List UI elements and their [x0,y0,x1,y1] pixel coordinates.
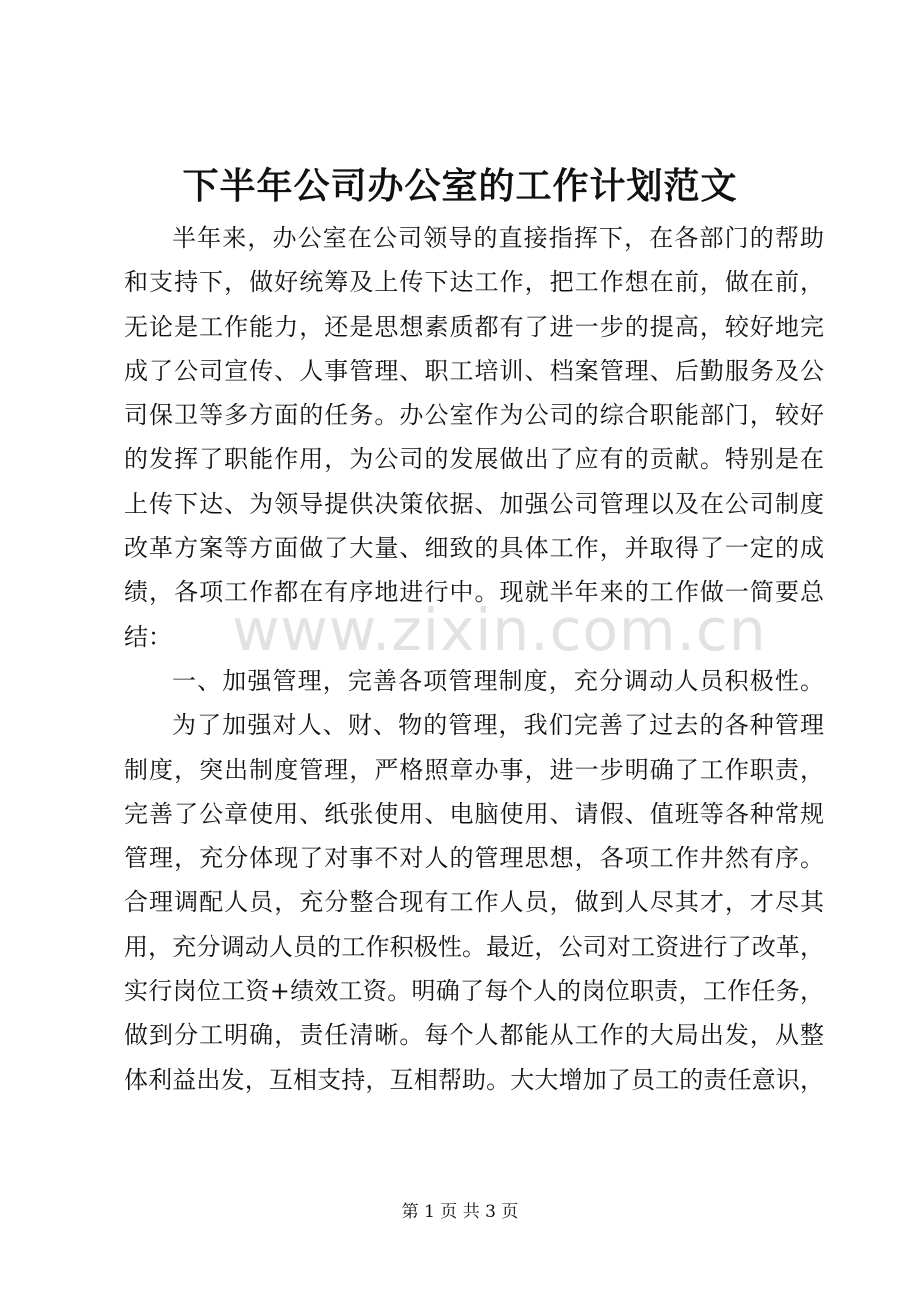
paragraph-line: 的发挥了职能作用，为公司的发展做出了应有的贡献。特别是在 [124,445,824,474]
paragraph-line: 无论是工作能力，还是思想素质都有了进一步的提高，较好地完 [124,312,824,341]
section-heading: 一、加强管理，完善各项管理制度，充分调动人员积极性。 [172,666,824,695]
paragraph-line: 半年来，办公室在公司领导的直接指挥下，在各部门的帮助 [172,224,824,252]
paragraph-line: 用，充分调动人员的工作积极性。最近，公司对工资进行了改革， [124,932,824,961]
paragraph-line: 体利益出发，互相支持，互相帮助。大大增加了员工的责任意识， [124,1065,824,1094]
paragraph-line: 做到分工明确，责任清晰。每个人都能从工作的大局出发，从整 [124,1021,824,1050]
document-body [124,216,824,1102]
page-footer: 第 1 页 共 3 页 [401,1202,519,1222]
paragraph-line: 成了公司宣传、人事管理、职工培训、档案管理、后勤服务及公 [124,356,824,385]
paragraph-line: 为了加强对人、财、物的管理，我们完善了过去的各种管理 [172,711,824,740]
paragraph-line: 上传下达、为领导提供决策依据、加强公司管理以及在公司制度 [124,489,824,518]
watermark: www.zixin.com.cn [232,596,767,664]
paragraph-line: 司保卫等多方面的任务。办公室作为公司的综合职能部门，较好 [124,401,824,430]
paragraph-line: 合理调配人员，充分整合现有工作人员，做到人尽其才，才尽其 [124,888,824,917]
paragraph-line: 和支持下，做好统筹及上传下达工作，把工作想在前，做在前， [124,268,824,297]
paragraph-line: 结： [124,622,172,651]
paragraph-line: 绩，各项工作都在有序地进行中。现就半年来的工作做一简要总 [124,578,824,607]
paragraph-line: 完善了公章使用、纸张使用、电脑使用、请假、值班等各种常规 [124,799,824,828]
paragraph-line: 实行岗位工资+绩效工资。明确了每个人的岗位职责，工作任务， [124,977,824,1006]
paragraph-line: 改革方案等方面做了大量、细致的具体工作，并取得了一定的成 [124,534,824,563]
paragraph-line: 制度，突出制度管理，严格照章办事，进一步明确了工作职责， [124,755,824,784]
paragraph-line: 管理，充分体现了对事不对人的管理思想，各项工作井然有序。 [124,844,824,873]
document-title: 下半年公司办公室的工作计划范文 [182,165,738,207]
